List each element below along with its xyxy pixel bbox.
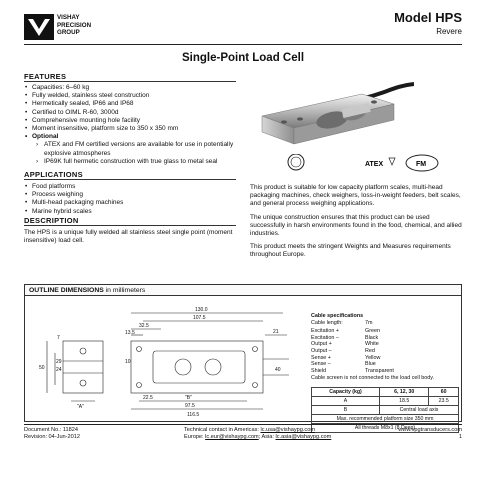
vishay-logo-icon — [24, 14, 54, 40]
website-link[interactable]: www.vpgtransducers.com — [398, 427, 462, 433]
features-divider — [24, 81, 236, 82]
dim-label: 13.5 — [125, 330, 135, 336]
list-item: › ATEX and FM certified versions are available for use in potentially explosive atmospheres — [24, 141, 244, 157]
dim-label: 116.5 — [187, 412, 200, 418]
description-heading: DESCRIPTION — [24, 216, 79, 225]
description-divider — [24, 225, 236, 226]
list-item: › IP69K full hermetic construction with true glass to metal seal — [24, 158, 244, 166]
fm-mark: FM — [416, 161, 427, 168]
dim-label: "A" — [77, 404, 84, 410]
features-list — [24, 84, 244, 166]
email-europe-link[interactable]: lc.eur@vishaypg.com — [205, 434, 259, 440]
list-item-optional: • Optional — [24, 133, 244, 141]
logo-text: VISHAY PRECISION GROUP — [57, 14, 92, 37]
dim-label: 97.5 — [185, 403, 195, 409]
model-title: Model HPS — [394, 10, 462, 25]
dim-label: 7 — [57, 335, 60, 341]
summary-paragraph: The unique construction ensures that this product can be used successfully in harsh environments found in the food, chemical, and allied industries. — [250, 213, 462, 238]
cable-row: Output + White — [311, 341, 379, 348]
dim-label: 107.5 — [193, 315, 206, 321]
document-number: Document No.: 11824 — [24, 427, 79, 433]
page-title: Single-Point Load Cell — [181, 52, 305, 64]
list-item: • Comprehensive mounting hole facility — [24, 117, 244, 125]
header-rule — [24, 44, 462, 45]
list-item: • Food platforms — [24, 183, 244, 191]
side-view-body — [63, 341, 103, 393]
certification-marks — [262, 154, 462, 176]
dim-label: 50 — [39, 365, 45, 371]
brand-name: Revere — [436, 27, 462, 36]
dim-label: 29 — [56, 359, 62, 365]
page-number: 1 — [458, 434, 462, 440]
outline-drawing — [35, 301, 305, 419]
applications-list — [24, 183, 244, 216]
atex-mark: ATEX — [365, 161, 384, 168]
oiml-seal-icon — [288, 154, 304, 170]
dim-label: 21 — [273, 329, 279, 335]
model-header — [394, 10, 462, 36]
dim-label: 130.0 — [195, 307, 208, 313]
product-summary — [250, 184, 462, 265]
cable-title: Cable specifications — [311, 313, 364, 319]
dim-label: 24 — [56, 367, 62, 373]
load-cell-photo — [244, 64, 414, 152]
summary-paragraph: This product is suitable for low capacity platform scales, multi-head packaging machines, check weighers, loss-in-weight feeders, belt scales, and general process weighing applications. — [250, 184, 461, 208]
footer-rule — [24, 424, 462, 425]
list-item: • Moment insensitive, platform size to 350 x 350 mm — [24, 125, 244, 133]
table-row: Capacity (kg) 6, 12, 30 60 — [312, 388, 459, 397]
table-row: All threads M8x1 (8 Deep) — [312, 424, 459, 433]
list-item: • Fully welded, stainless steel construction — [24, 92, 244, 100]
features-heading: FEATURES — [24, 72, 67, 81]
cable-note: Cable screen is not connected to the load cell body. — [311, 375, 435, 382]
list-item: • Marine hybrid scales — [24, 208, 244, 216]
list-item: • Process weighing — [24, 191, 244, 199]
dim-label: 40 — [275, 367, 281, 373]
cable-row: Output – Red — [311, 347, 375, 354]
list-item: • Hermetically sealed, IP66 and IP68 — [24, 100, 244, 108]
table-row: Max. recommended platform size 350 mm — [312, 415, 459, 424]
top-view-body — [131, 341, 263, 393]
dim-label: 22.5 — [143, 395, 153, 401]
company-logo — [24, 10, 114, 42]
outline-heading: OUTLINE DIMENSIONS in millimeters — [25, 285, 461, 296]
email-asia-link[interactable]: lc.asia@vishaypg.com — [275, 434, 332, 440]
summary-paragraph: This product meets the stringent Weights and Measures requirements throughout Europe. — [250, 243, 451, 259]
list-item: • Multi-head packaging machines — [24, 199, 244, 207]
email-americas-link[interactable]: lc.usa@vishaypg.com — [260, 427, 315, 433]
table-row: B Central load axis — [312, 406, 459, 415]
revision-date: Revision: 04-Jun-2012 — [24, 434, 80, 440]
cable-specifications: Cable specifications Cable length: 7m Excitation + Green Excitation – Black Output + White Output – Red Sense + Yellow Sense – Blue Shield Transparent Cable screen is not connected to the load cell body. — [311, 313, 461, 382]
applications-divider — [24, 179, 236, 180]
cable-row: Shield Transparent — [311, 367, 394, 374]
applications-heading: APPLICATIONS — [24, 170, 83, 179]
cable-row: Sense – Blue — [311, 361, 376, 368]
dim-label: "B" — [185, 395, 192, 401]
dim-label: 32.5 — [139, 323, 149, 329]
dim-label: 10 — [125, 359, 131, 365]
cable-row: Excitation – Black — [311, 334, 379, 341]
cable-row: Excitation + Green — [311, 328, 380, 335]
list-item: • Certified to OIML R-60, 3000d — [24, 109, 244, 117]
table-row: A 18.5 23.5 — [312, 397, 459, 406]
cable-row: Sense + Yellow — [311, 354, 381, 361]
list-item: • Capacities: 6–60 kg — [24, 84, 244, 92]
description-text: The HPS is a unique fully welded all stainless steel single point (moment insensitive) load cell. — [24, 229, 233, 245]
